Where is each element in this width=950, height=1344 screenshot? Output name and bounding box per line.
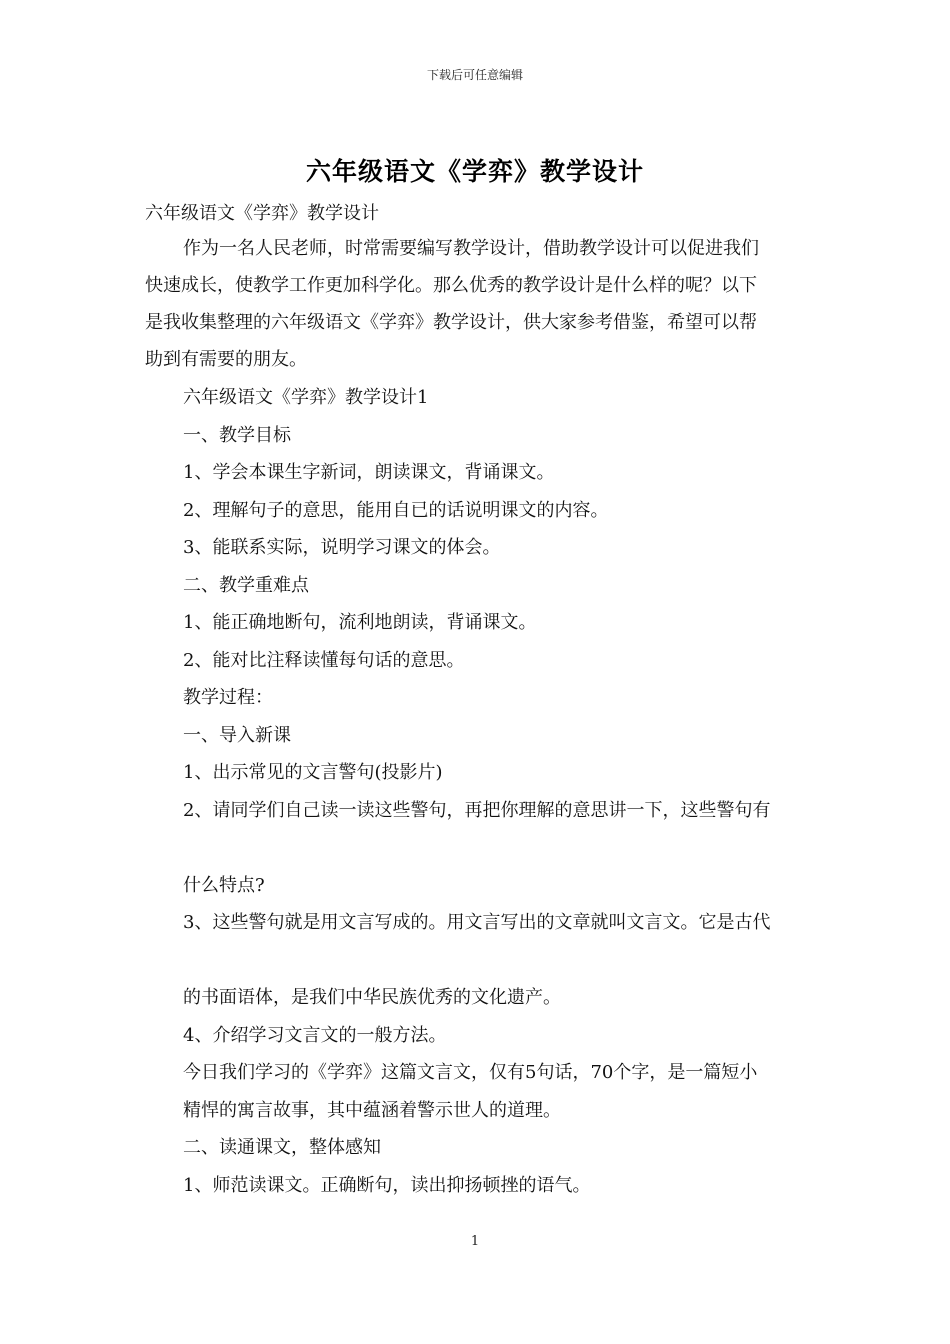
list-item: 1、学会本课生字新词，朗读课文，背诵课文。 [183,462,555,483]
list-item: 1、能正确地断句，流利地朗读，背诵课文。 [183,612,537,633]
document-title: 六年级语文《学弈》教学设计 [305,157,644,186]
section-heading: 二、读通课文，整体感知 [183,1137,381,1158]
list-item: 3、能联系实际，说明学习课文的体会。 [183,537,501,558]
section-heading: 二、教学重难点 [183,575,309,596]
list-item: 3、这些警句就是用文言写成的。用文言写出的文章就叫文言文。它是古代 [183,912,771,933]
list-item: 2、能对比注释读懂每句话的意思。 [183,650,465,671]
page-number: 1 [470,1234,480,1249]
body-line: 精悍的寓言故事，其中蕴涵着警示世人的道理。 [183,1100,561,1121]
body-line: 作为一名人民老师，时常需要编写教学设计，借助教学设计可以促进我们 [183,238,759,259]
body-line: 是我收集整理的六年级语文《学弈》教学设计，供大家参考借鉴，希望可以帮 [145,312,757,333]
page-header-note: 下载后可任意编辑 [426,68,523,82]
body-line: 快速成长，使教学工作更加科学化。那么优秀的教学设计是什么样的呢？以下 [145,275,757,296]
list-item: 4、介绍学习文言文的一般方法。 [183,1025,447,1046]
list-item-continued: 的书面语体，是我们中华民族优秀的文化遗产。 [183,987,561,1008]
list-item: 1、师范读课文。正确断句，读出抑扬顿挫的语气。 [183,1175,591,1196]
list-item-continued: 什么特点? [183,875,265,896]
section-heading: 六年级语文《学弈》教学设计1 [183,387,429,408]
section-heading: 一、导入新课 [183,725,291,746]
list-item: 1、出示常见的文言警句(投影片) [183,762,443,783]
section-heading: 一、教学目标 [183,425,291,446]
list-item: 2、请同学们自己读一读这些警句，再把你理解的意思讲一下，这些警句有 [183,800,771,821]
body-line: 今日我们学习的《学弈》这篇文言文，仅有5句话，70个字，是一篇短小 [183,1062,758,1083]
body-line: 助到有需要的朋友。 [145,349,307,370]
subtitle-line: 六年级语文《学弈》教学设计 [145,203,379,224]
list-item: 2、理解句子的意思，能用自已的话说明课文的内容。 [183,500,609,521]
section-heading: 教学过程： [183,687,273,708]
